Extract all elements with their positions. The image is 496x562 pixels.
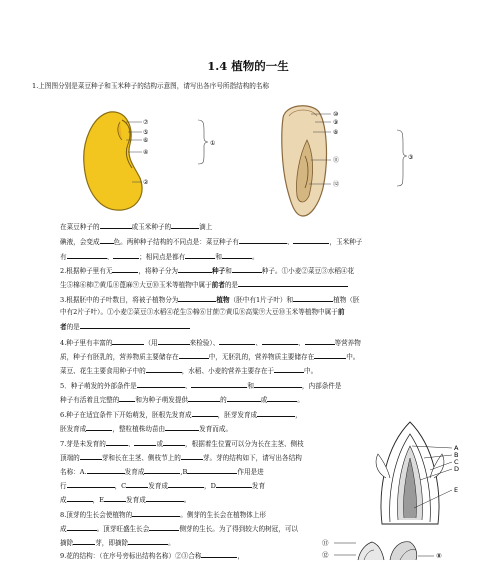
q1-line3: 有 、 ；相同点是都有 和 。 bbox=[60, 250, 259, 263]
q2-line1: 2.根据种子里有无 ，将种子分为 种子和 种子。①小麦②菜豆③水稻④花 bbox=[60, 264, 354, 277]
blank[interactable] bbox=[128, 536, 168, 545]
corn-bracket-label: ③ bbox=[408, 154, 414, 161]
bud-label-c: C bbox=[454, 458, 459, 466]
blank[interactable] bbox=[67, 250, 107, 259]
q4-line1: 4.种子里有丰富的 （用 来检验）、 、 、 等营养物 bbox=[60, 336, 361, 349]
bud-label-e: E bbox=[454, 486, 459, 494]
blank[interactable] bbox=[201, 549, 237, 558]
corn-label-2: ⑧ bbox=[333, 129, 339, 136]
bud-diagram bbox=[372, 418, 476, 528]
q8-line1: 8.顶芽的生长会使植物的 。侧芽的生长会在植物体上形 bbox=[60, 508, 266, 521]
flower-label-12: ⑫ bbox=[322, 551, 329, 559]
blank[interactable] bbox=[187, 465, 237, 474]
blank[interactable] bbox=[126, 479, 148, 488]
blank[interactable] bbox=[146, 364, 182, 373]
blank[interactable] bbox=[222, 250, 252, 259]
corn-label-0: ⑩ bbox=[333, 111, 339, 118]
blank[interactable] bbox=[216, 479, 252, 488]
blank[interactable] bbox=[192, 408, 218, 417]
corn-seed-diagram bbox=[265, 100, 425, 226]
blank[interactable] bbox=[171, 220, 199, 229]
bean-cotyledon-shape bbox=[84, 112, 142, 210]
blank[interactable] bbox=[238, 278, 348, 287]
q3-line3: 者的是 bbox=[60, 320, 190, 333]
q6-line2: 胚发育成 ，整粒植株幼苗由 发育而成。 bbox=[60, 422, 232, 435]
blank[interactable] bbox=[165, 422, 199, 431]
blank[interactable] bbox=[232, 264, 262, 273]
page-title: 1.4 植物的一生 bbox=[207, 59, 289, 73]
blank[interactable] bbox=[158, 336, 190, 345]
blank[interactable] bbox=[168, 479, 204, 488]
blank[interactable] bbox=[80, 451, 102, 460]
blank[interactable] bbox=[86, 422, 112, 431]
blank[interactable] bbox=[181, 451, 203, 460]
blank[interactable] bbox=[188, 393, 220, 402]
blank[interactable] bbox=[239, 235, 287, 244]
q2-line2: 生⑤棉⑥柿⑦黄瓜⑧蓖麻⑨大豆⑩玉米等植物中属于前者的是 bbox=[60, 278, 348, 291]
q3-line1: 3.根据胚中的子叶数目，将被子植物分为 植物（胚中有1片子叶）和 植物（胚 bbox=[60, 293, 360, 306]
blank[interactable] bbox=[144, 465, 180, 474]
flower-label-11: ⑪ bbox=[322, 539, 329, 547]
flower-label-8: ⑧ bbox=[436, 552, 442, 560]
blank[interactable] bbox=[149, 522, 179, 531]
blank[interactable] bbox=[67, 522, 97, 531]
blank[interactable] bbox=[132, 508, 180, 517]
bud-label-d: D bbox=[454, 465, 460, 473]
blank[interactable] bbox=[254, 379, 302, 388]
corn-bracket bbox=[397, 130, 407, 186]
blank[interactable] bbox=[104, 493, 126, 502]
bud-label-b: B bbox=[454, 451, 459, 459]
question-1-stem: 1.上图图分别是菜豆种子和玉米种子的结构示意图，请写出各序号所指结构的名称 bbox=[32, 82, 270, 90]
q7-line4: 行 ，C 发育成 ，D 发育 bbox=[60, 479, 265, 492]
blank[interactable] bbox=[80, 320, 190, 329]
q6-line1: 6.种子在适宜条件下开始萌发，胚根先发育成 ，胚芽发育成 ， bbox=[60, 408, 302, 421]
blank[interactable] bbox=[67, 479, 115, 488]
q4-line3: 菜豆、花生主要食用种子中的 ，水稻、小麦的营养主要存在于 中。 bbox=[60, 364, 317, 377]
q7-line5: 成 ，E 发育成 。 bbox=[60, 493, 190, 506]
q7-line2: 顶端的 芽和长在主茎、侧枝节上的 芽。芽的结构如下，请写出各结构 bbox=[60, 451, 302, 464]
blank[interactable] bbox=[178, 293, 216, 302]
blank[interactable] bbox=[67, 493, 93, 502]
bean-label-1: ⑤ bbox=[143, 129, 149, 136]
blank[interactable] bbox=[227, 393, 261, 402]
blank[interactable] bbox=[185, 250, 215, 259]
bean-label-2: ⑥ bbox=[143, 137, 149, 144]
blank[interactable] bbox=[112, 336, 144, 345]
blank[interactable] bbox=[262, 336, 298, 345]
blank[interactable] bbox=[257, 408, 295, 417]
blank[interactable] bbox=[134, 437, 156, 446]
bean-label-4: ② bbox=[143, 179, 149, 186]
blank[interactable] bbox=[314, 350, 346, 359]
blank[interactable] bbox=[179, 350, 209, 359]
bean-seed-diagram bbox=[70, 102, 220, 220]
corn-label-3: ⑪ bbox=[333, 157, 340, 164]
blank[interactable] bbox=[293, 293, 333, 302]
blank[interactable] bbox=[73, 536, 95, 545]
q4-line2: 质，种子有胚乳的，营养物质主要储存在 中，无胚乳的，营养物质主要储存在 中。 bbox=[60, 350, 359, 363]
bean-bracket-label: ① bbox=[210, 140, 216, 147]
blank[interactable] bbox=[191, 379, 247, 388]
blank[interactable] bbox=[137, 379, 185, 388]
blank[interactable] bbox=[293, 235, 329, 244]
q1-line1: 在菜豆种子的 或玉米种子的 滴上 bbox=[60, 220, 212, 233]
q8-line3: 摘除 芽，即摘除 。 bbox=[60, 536, 175, 549]
blank[interactable] bbox=[274, 364, 304, 373]
blank[interactable] bbox=[106, 437, 128, 446]
q5-line1: 5．种子萌发的外部条件是 、 和 ，内部条件是 bbox=[60, 379, 341, 392]
blank[interactable] bbox=[146, 493, 184, 502]
blank[interactable] bbox=[163, 437, 185, 446]
bean-bracket bbox=[198, 120, 208, 164]
blank[interactable] bbox=[267, 393, 297, 402]
blank[interactable] bbox=[113, 250, 139, 259]
blank[interactable] bbox=[100, 220, 132, 229]
q7-line3: 名称：A. 发育成 ,B 作用是进 bbox=[60, 465, 264, 478]
blank[interactable] bbox=[100, 235, 114, 244]
bud-label-a: A bbox=[454, 444, 459, 452]
corn-label-1: ⑨ bbox=[333, 119, 339, 126]
blank[interactable] bbox=[178, 264, 212, 273]
bean-label-0: ⑦ bbox=[143, 119, 149, 126]
q9-line1: 9.花的结构：（在序号旁标出结构名称）②③合称 ， bbox=[60, 549, 244, 562]
blank[interactable] bbox=[219, 336, 255, 345]
q3-line2: 中有2片子叶）。①小麦②菜豆③水稻④花生⑤棉⑥甘蔗⑦黄瓜⑧高粱⑨大豆⑩玉米等植物中属于前 bbox=[60, 308, 345, 316]
blank[interactable] bbox=[305, 336, 335, 345]
q8-line2: 成 。顶芽旺盛生长会 侧芽的生长。为了得到较大的树冠，可以 bbox=[60, 522, 298, 535]
flower-diagram bbox=[320, 536, 470, 561]
blank[interactable] bbox=[119, 393, 135, 402]
corn-label-4: ⑫ bbox=[333, 181, 340, 188]
bean-label-3: ④ bbox=[143, 149, 149, 156]
q1-line2: 碘液，会变成 色。两种种子结构的不同点是：菜豆种子有 、 ，玉米种子 bbox=[60, 235, 362, 248]
blank[interactable] bbox=[112, 264, 138, 273]
q5-line2: 种子有活着且完整的 和为种子萌发提供 的 或 。 bbox=[60, 393, 304, 406]
q7-line1: 7.芽是未发育的 、 或 ，根据着生位置可以分为长在主茎、侧枝 bbox=[60, 437, 304, 450]
blank[interactable] bbox=[87, 465, 125, 474]
